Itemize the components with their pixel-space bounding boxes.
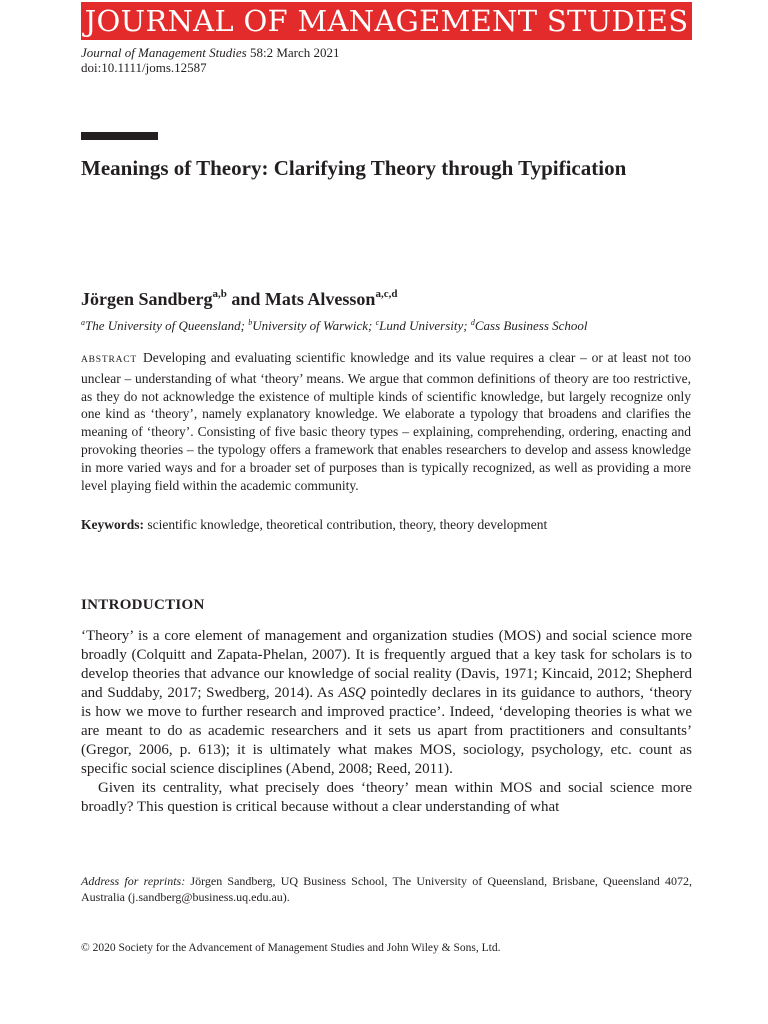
affiliation: The University of Queensland;	[85, 318, 245, 333]
reprints-label: Address for reprints:	[81, 874, 186, 888]
abstract-text: Developing and evaluating scientific knowledge and its value requires a clear – or at least not too unclear – understanding of what ‘theory’ means. We argue that common definitions of theory are too restrictive, as they do not acknowledge the existence of multiple kinds of scientific knowledge, but largely recognize only one kind as ‘theory’, namely explanatory knowledge. We elaborate a typology that broadens and clarifies the meaning of ‘theory’. Consisting of five basic theory types – explaining, comprehending, ordering, enacting and provoking theories – the typology offers a framework that enables researchers to develop and assess knowledge in more varied ways and for a broader set of purposes than is typically recognized, as well as providing a more level playing field within the academic community.	[81, 350, 691, 493]
affiliation: Cass Business School	[474, 318, 588, 333]
issue-line	[81, 45, 340, 60]
affiliation-mark: d	[470, 318, 475, 327]
article-title: Meanings of Theory: Clarifying Theory through Typification	[81, 156, 627, 180]
issue-info: 58:2 March 2021	[249, 45, 340, 60]
paragraph-text: ‘Theory’ is a core element of management and organization studies (MOS) and social science more broadly (Colquitt and Zapata-Phelan, 2007). It is frequently argued that a key task for scholars is to develop theories that advance our knowledge of social reality (Davis, 1971; Kincaid, 2012; Shepherd and Suddaby, 2017; Swedberg, 2014). As	[81, 628, 692, 701]
copyright-notice: © 2020 Society for the Advancement of Management Studies and John Wiley & Sons, Ltd.	[81, 942, 501, 954]
affiliations	[81, 317, 588, 334]
abstract	[81, 349, 691, 494]
author-name[interactable]: Mats Alvesson	[264, 289, 376, 309]
introduction-body	[81, 627, 692, 817]
section-heading-introduction: INTRODUCTION	[81, 597, 205, 613]
paragraph-text: pointedly declares in its guidance to authors, ‘theory is how we move to further research and improved practice’. Indeed, ‘developing theories is what we are meant to do as academic researchers and it sets us apart from practitioners and consultants’ (Gregor, 2006, p. 613); it is ultimately what makes MOS, sociology, psychology, etc. count as specific social science disciplines (Abend, 2008; Reed, 2011).	[81, 685, 693, 777]
abstract-label: ABSTRACT	[81, 355, 138, 365]
keywords-label: Keywords:	[81, 517, 144, 532]
keywords-text: scientific knowledge, theoretical contribution, theory, theory development	[147, 517, 548, 532]
reprints-address: Jörgen Sandberg, UQ Business School, The University of Queensland, Brisbane, Queensland 4072, Australia (j.sandberg@business.uq.edu.au).	[81, 874, 692, 904]
affiliation-mark: a	[81, 318, 85, 327]
doi[interactable]: doi:10.1111/joms.12587	[81, 60, 207, 75]
keywords	[81, 516, 691, 534]
journal-name: Journal of Management Studies	[81, 45, 247, 60]
reprints-footnote	[81, 873, 692, 905]
author-line	[81, 286, 397, 312]
author-affiliation-marks: a,c,d	[375, 288, 398, 300]
author-name[interactable]: Jörgen Sandberg	[81, 289, 213, 309]
body-paragraph: Given its centrality, what precisely does ‘theory’ mean within MOS and social science more broadly? This question is critical because without a clear understanding of what	[81, 780, 692, 815]
emphasis-asq: ASQ	[338, 685, 366, 701]
affiliation-mark: c	[375, 318, 380, 327]
author-affiliation-marks: a,b	[212, 288, 227, 300]
author-conjunction: and	[231, 289, 261, 309]
affiliation-mark: b	[248, 318, 253, 327]
title-rule	[81, 132, 158, 140]
citation-block	[81, 45, 340, 75]
affiliation: Lund University;	[379, 318, 468, 333]
body-paragraph	[81, 627, 692, 779]
journal-banner: JOURNAL OF MANAGEMENT STUDIES	[81, 2, 692, 40]
affiliation: University of Warwick;	[252, 318, 373, 333]
